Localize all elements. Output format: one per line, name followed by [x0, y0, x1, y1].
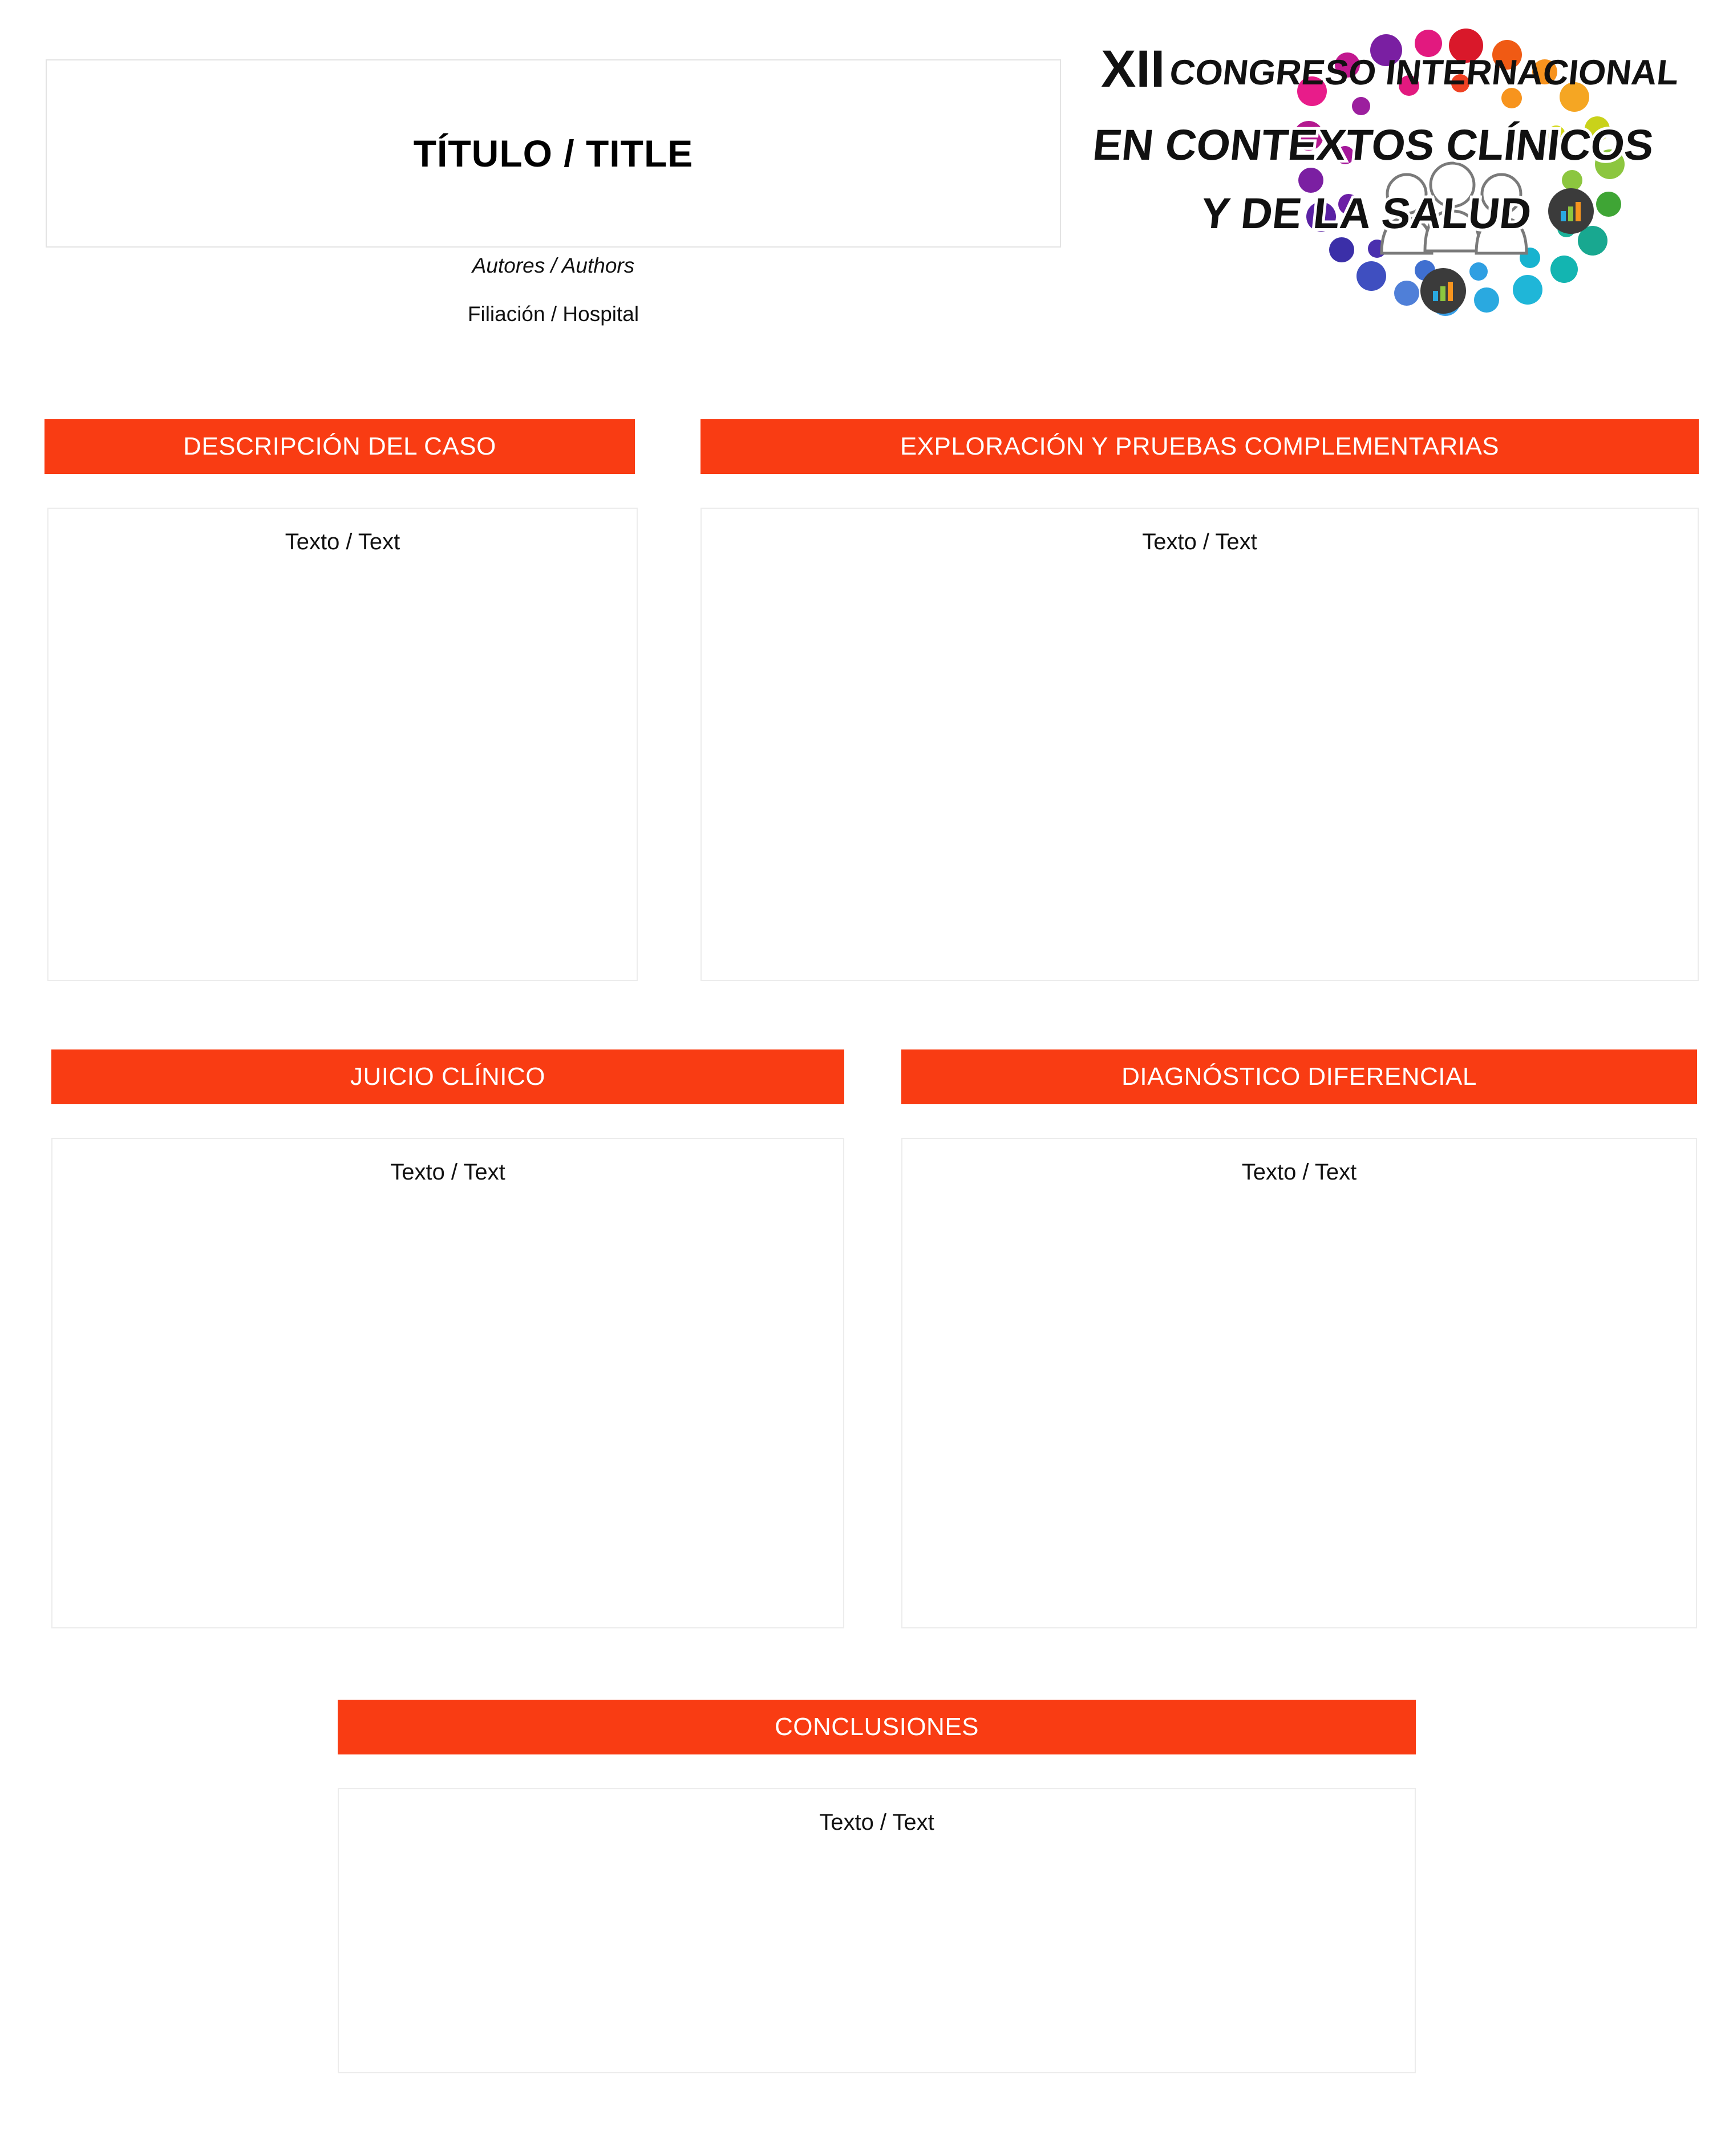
section-title-juicio: JUICIO CLÍNICO [350, 1063, 545, 1091]
section-body-exploracion[interactable] [700, 508, 1699, 981]
section-body-conclusiones[interactable] [338, 1788, 1416, 2073]
section-header-descripcion [44, 419, 635, 474]
logo-line3: Y DE LA SALUD [1198, 189, 1534, 238]
affiliation-line: Filiación / Hospital [467, 302, 639, 326]
logo-numeral: XII [1101, 40, 1165, 98]
page-title: TÍTULO / TITLE [413, 132, 694, 175]
section-body-text-conclusiones: Texto / Text [819, 1810, 934, 1835]
section-header-juicio [51, 1049, 844, 1104]
title-box [46, 59, 1061, 248]
authors-line: Autores / Authors [472, 254, 635, 277]
section-body-text-juicio: Texto / Text [390, 1160, 505, 1185]
poster-header [0, 0, 1725, 399]
section-body-text-exploracion: Texto / Text [1142, 529, 1257, 554]
section-body-text-diagnostico: Texto / Text [1241, 1160, 1357, 1185]
congress-logo [1067, 23, 1706, 388]
section-body-juicio[interactable] [51, 1138, 844, 1628]
section-body-diagnostico[interactable] [901, 1138, 1697, 1628]
section-title-descripcion: DESCRIPCIÓN DEL CASO [183, 432, 496, 460]
section-body-descripcion[interactable] [47, 508, 638, 981]
section-title-exploracion: EXPLORACIÓN Y PRUEBAS COMPLEMENTARIAS [900, 432, 1500, 460]
section-title-diagnostico: DIAGNÓSTICO DIFERENCIAL [1121, 1063, 1477, 1091]
section-header-conclusiones [338, 1700, 1416, 1754]
logo-line1: CONGRESO INTERNACIONAL [1168, 53, 1681, 92]
section-header-exploracion [700, 419, 1699, 474]
section-body-text-descripcion: Texto / Text [285, 529, 400, 554]
section-header-diagnostico [901, 1049, 1697, 1104]
section-title-conclusiones: CONCLUSIONES [774, 1713, 979, 1741]
logo-line2: EN CONTEXTOS CLÍNICOS [1090, 121, 1657, 169]
